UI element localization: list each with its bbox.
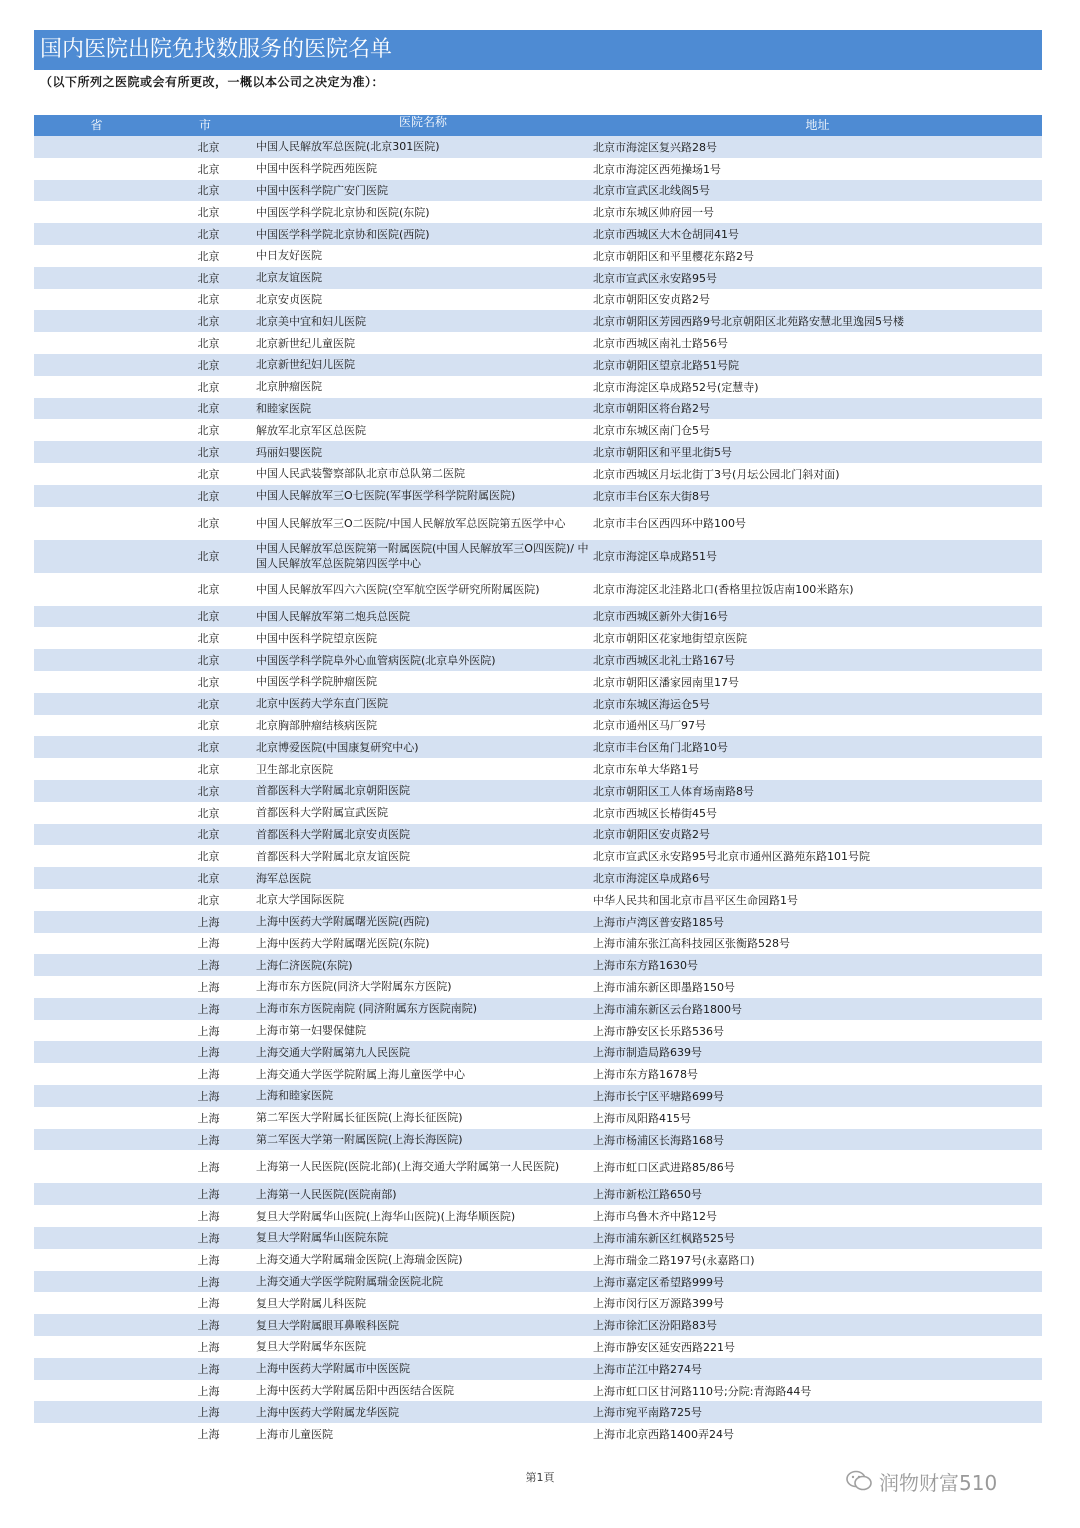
address-cell: 上海市瑞金二路197号(永嘉路口) [593,1253,755,1267]
hospital-name-cell: 北京博爱医院(中国康复研究中心) [256,740,419,754]
address-cell: 北京市宣武区永安路95号 [593,271,717,285]
city-cell: 上海 [197,959,220,973]
table-row [34,463,1042,485]
city-cell: 北京 [197,446,220,460]
hospital-name-cell: 首都医科大学附属北京朝阳医院 [256,784,410,798]
table-row [34,780,1042,802]
hospital-name-cell: 中国人民武装警察部队北京市总队第二医院 [256,467,465,481]
table-row [34,1020,1042,1042]
address-cell: 上海市浦东张江高科技园区张衡路528号 [593,937,790,951]
address-cell: 北京市西城区大木仓胡同41号 [593,228,739,242]
table-row [34,376,1042,398]
table-row [34,245,1042,267]
address-cell: 北京市朝阳区潘家园南里17号 [593,675,739,689]
address-cell: 上海市静安区长乐路536号 [593,1024,724,1038]
city-cell: 上海 [197,1406,220,1420]
address-cell: 上海市北京西路1400弄24号 [593,1428,734,1442]
address-cell: 北京市东单大华路1号 [593,763,699,777]
address-cell: 北京市朝阳区安贞路2号 [593,293,710,307]
hospital-name-cell: 中国中医科学院望京医院 [256,631,377,645]
city-cell: 上海 [197,1362,220,1376]
hospital-name-cell: 复旦大学附属儿科医院 [256,1296,366,1310]
address-cell: 上海市东方路1630号 [593,959,698,973]
city-cell: 北京 [197,402,220,416]
hospital-name-cell: 中日友好医院 [256,249,322,263]
city-cell: 北京 [197,632,220,646]
table-row [34,1249,1042,1271]
city-cell: 上海 [197,980,220,994]
hospital-table [34,115,1042,1445]
hospital-name-cell: 北京新世纪妇儿医院 [256,358,355,372]
hospital-name-cell: 上海中医药大学附属曙光医院(西院) [256,915,430,929]
hospital-name-cell: 上海中医药大学附属岳阳中西医结合医院 [256,1384,454,1398]
city-cell: 上海 [197,1319,220,1333]
table-row [34,1423,1042,1445]
address-cell: 北京市朝阳区花家地街望京医院 [593,632,747,646]
table-row [34,998,1042,1020]
hospital-name-cell: 卫生部北京医院 [256,762,333,776]
city-cell: 上海 [197,1384,220,1398]
table-row [34,1041,1042,1063]
table-header [34,115,1042,136]
hospital-name-cell: 上海交通大学附属瑞金医院(上海瑞金医院) [256,1253,463,1267]
address-cell: 北京市海淀区阜成路52号(定慧寺) [593,380,759,394]
hospital-name-cell: 中国医学科学院阜外心血管病医院(北京阜外医院) [256,653,496,667]
city-cell: 北京 [197,315,220,329]
hospital-name-cell: 上海市儿童医院 [256,1427,333,1441]
address-cell: 北京市朝阳区芳园西路9号北京朝阳区北苑路安慧北里逸园5号楼 [593,315,904,329]
city-cell: 上海 [197,1046,220,1060]
address-cell: 北京市朝阳区和平里樱花东路2号 [593,249,754,263]
address-cell: 上海市卢湾区普安路185号 [593,915,724,929]
hospital-name-cell: 中国医学科学院肿瘤医院 [256,675,377,689]
hospital-name-cell: 解放军北京军区总医院 [256,423,366,437]
hospital-name-cell: 北京新世纪儿童医院 [256,336,355,350]
table-row [34,507,1042,540]
table-row [34,573,1042,606]
table-row [34,867,1042,889]
table-row [34,1271,1042,1293]
city-cell: 上海 [197,1428,220,1442]
city-cell: 上海 [197,1002,220,1016]
hospital-name-cell: 上海和睦家医院 [256,1089,333,1103]
city-cell: 北京 [197,228,220,242]
city-cell: 上海 [197,1210,220,1224]
table-row [34,398,1042,420]
city-cell: 北京 [197,467,220,481]
table-row [34,889,1042,911]
table-row [34,758,1042,780]
table-row [34,1205,1042,1227]
hospital-name-cell: 首都医科大学附属宣武医院 [256,806,388,820]
table-row [34,1336,1042,1358]
table-row [34,485,1042,507]
city-cell: 北京 [197,697,220,711]
address-cell: 上海市虹口区甘河路110号;分院:青海路44号 [593,1384,812,1398]
address-cell: 上海市虹口区武进路85/86号 [593,1160,735,1174]
city-cell: 北京 [197,424,220,438]
city-cell: 北京 [197,806,220,820]
address-cell: 北京市朝阳区将台路2号 [593,402,710,416]
hospital-name-cell: 北京大学国际医院 [256,893,344,907]
address-cell: 上海市嘉定区希望路999号 [593,1275,724,1289]
table-row [34,911,1042,933]
city-cell: 上海 [197,1275,220,1289]
table-row [34,540,1042,573]
city-cell: 上海 [197,1340,220,1354]
table-row [34,933,1042,955]
hospital-name-cell: 中国中医科学院广安门医院 [256,183,388,197]
address-cell: 上海市制造局路639号 [593,1046,702,1060]
hospital-name-cell: 海军总医院 [256,871,311,885]
city-cell: 北京 [197,293,220,307]
city-cell: 北京 [197,517,220,531]
address-cell: 北京市朝阳区望京北路51号院 [593,358,739,372]
hospital-name-cell: 中国人民解放军三O二医院/中国人民解放军总医院第五医学中心 [256,516,566,530]
address-cell: 北京市海淀区西苑操场1号 [593,162,721,176]
address-cell: 上海市东方路1678号 [593,1068,698,1082]
city-cell: 北京 [197,828,220,842]
hospital-name-cell: 中国人民解放军三O七医院(军事医学科学院附属医院) [256,489,516,503]
city-cell: 北京 [197,337,220,351]
hospital-name-cell: 复旦大学附属华山医院东院 [256,1231,388,1245]
city-cell: 北京 [197,358,220,372]
table-row [34,289,1042,311]
address-cell: 上海市静安区延安西路221号 [593,1340,735,1354]
hospital-name-cell: 上海市东方医院南院 (同济附属东方医院南院) [256,1002,478,1016]
hospital-name-cell: 复旦大学附属眼耳鼻喉科医院 [256,1318,399,1332]
city-cell: 上海 [197,937,220,951]
address-cell: 上海市新松江路650号 [593,1188,702,1202]
hospital-name-cell: 中国人民解放军总医院第一附属医院(中国人民解放军三O四医院)/ 中国人民解放军总医院第四医学中心 [256,542,589,571]
watermark-text: 润物财富510 [879,1470,998,1495]
city-cell: 上海 [197,1231,220,1245]
city-cell: 北京 [197,763,220,777]
hospital-name-cell: 第二军医大学附属长征医院(上海长征医院) [256,1111,463,1125]
hospital-name-cell: 复旦大学附属华山医院(上海华山医院)(上海华顺医院) [256,1209,516,1223]
table-row [34,1085,1042,1107]
column-header-city: 市 [199,118,212,132]
table-row [34,419,1042,441]
hospital-name-cell: 第二军医大学第一附属医院(上海长海医院) [256,1133,463,1147]
hospital-name-cell: 上海交通大学医学院附属上海儿童医学中心 [256,1067,465,1081]
hospital-name-cell: 北京中医药大学东直门医院 [256,697,388,711]
address-cell: 上海市闵行区万源路399号 [593,1297,724,1311]
table-row [34,824,1042,846]
hospital-name-cell: 北京美中宜和妇儿医院 [256,314,366,328]
city-cell: 北京 [197,675,220,689]
address-cell: 北京市西城区月坛北街丁3号(月坛公园北门斜对面) [593,467,840,481]
city-cell: 上海 [197,1253,220,1267]
hospital-name-cell: 北京肿瘤医院 [256,380,322,394]
table-row [34,1129,1042,1151]
address-cell: 北京市丰台区角门北路10号 [593,741,728,755]
table-row [34,1107,1042,1129]
city-cell: 北京 [197,271,220,285]
address-cell: 上海市芷江中路274号 [593,1362,702,1376]
city-cell: 北京 [197,162,220,176]
address-cell: 北京市西城区南礼士路56号 [593,337,728,351]
address-cell: 上海市浦东新区云台路1800号 [593,1002,742,1016]
city-cell: 北京 [197,206,220,220]
city-cell: 北京 [197,872,220,885]
address-cell: 北京市朝阳区工人体育场南路8号 [593,784,754,798]
hospital-name-cell: 和睦家医院 [256,401,311,415]
address-cell: 北京市宣武区北线阁5号 [593,184,710,198]
address-cell: 北京市海淀区北洼路北口(香格里拉饭店南100米路东) [593,583,854,597]
table-row [34,1227,1042,1249]
table-row [34,1380,1042,1402]
address-cell: 北京市海淀区阜成路6号 [593,872,710,885]
hospital-name-cell: 北京安贞医院 [256,292,322,306]
address-cell: 上海市乌鲁木齐中路12号 [593,1210,717,1224]
column-header-province: 省 [90,118,103,132]
city-cell: 上海 [197,915,220,929]
address-cell: 北京市宣武区永安路95号北京市通州区潞苑东路101号院 [593,850,870,864]
address-cell: 北京市丰台区东大街8号 [593,489,710,503]
page-subtitle: （以下所列之医院或会有所更改，一概以本公司之决定为准）： [40,75,385,89]
table-row [34,354,1042,376]
table-row [34,332,1042,354]
table-body [34,136,1042,1445]
table-row [34,136,1042,158]
city-cell: 北京 [197,184,220,198]
table-row [34,845,1042,867]
hospital-name-cell: 中国人民解放军四六六医院(空军航空医学研究所附属医院) [256,582,540,596]
hospital-name-cell: 中国医学科学院北京协和医院(东院) [256,205,430,219]
address-cell: 北京市东城区帅府园一号 [593,206,714,220]
hospital-name-cell: 中国医学科学院北京协和医院(西院) [256,227,430,241]
table-row [34,1314,1042,1336]
hospital-name-cell: 上海交通大学附属第九人民医院 [256,1045,410,1059]
table-row [34,1183,1042,1205]
hospital-name-cell: 上海中医药大学附属市中医医院 [256,1362,410,1376]
address-cell: 中华人民共和国北京市昌平区生命园路1号 [593,893,798,907]
table-row [34,180,1042,202]
address-cell: 北京市西城区长椿街45号 [593,806,717,820]
city-cell: 北京 [197,550,220,564]
address-cell: 上海市浦东新区红枫路525号 [593,1231,735,1245]
table-row [34,1063,1042,1085]
city-cell: 北京 [197,140,220,154]
hospital-name-cell: 首都医科大学附属北京安贞医院 [256,827,410,841]
table-row [34,715,1042,737]
watermark [845,1463,997,1499]
table-row [34,223,1042,245]
column-header-name: 医院名称 [398,115,447,129]
hospital-name-cell: 玛丽妇婴医院 [256,445,322,459]
hospital-name-cell: 上海市东方医院(同济大学附属东方医院) [256,980,452,994]
address-cell: 北京市东城区南门仓5号 [593,424,710,438]
table-row [34,1292,1042,1314]
address-cell: 北京市朝阳区安贞路2号 [593,828,710,842]
table-row [34,1401,1042,1423]
table-row [34,976,1042,998]
table-row [34,693,1042,715]
address-cell: 北京市朝阳区和平里北街5号 [593,446,732,460]
city-cell: 北京 [197,610,220,624]
table-row [34,954,1042,976]
table-row [34,627,1042,649]
address-cell: 北京市海淀区复兴路28号 [593,140,717,154]
city-cell: 北京 [197,249,220,263]
hospital-name-cell: 上海第一人民医院(医院南部) [256,1187,397,1201]
city-cell: 北京 [197,784,220,798]
address-cell: 上海市浦东新区即墨路150号 [593,980,735,994]
address-cell: 上海市徐汇区汾阳路83号 [593,1319,717,1333]
hospital-name-cell: 首都医科大学附属北京友谊医院 [256,849,410,863]
city-cell: 上海 [197,1089,220,1103]
address-cell: 北京市西城区北礼士路167号 [593,654,735,668]
city-cell: 北京 [197,654,220,668]
city-cell: 北京 [197,583,220,597]
city-cell: 北京 [197,741,220,755]
city-cell: 北京 [197,489,220,503]
table-row [34,606,1042,628]
hospital-name-cell: 上海交通大学医学院附属瑞金医院北院 [256,1275,443,1289]
table-row [34,1358,1042,1380]
city-cell: 上海 [197,1133,220,1147]
address-cell: 上海市长宁区平塘路699号 [593,1089,724,1103]
city-cell: 上海 [197,1188,220,1202]
hospital-name-cell: 北京友谊医院 [256,271,322,285]
page-number: 第1頁 [525,1471,555,1484]
city-cell: 上海 [197,1111,220,1125]
hospital-name-cell: 北京胸部肿瘤结核病医院 [256,718,377,732]
address-cell: 上海市宛平南路725号 [593,1406,702,1420]
hospital-name-cell: 上海仁济医院(东院) [256,958,353,972]
table-row [34,649,1042,671]
table-row [34,201,1042,223]
hospital-name-cell: 中国中医科学院西苑医院 [256,162,377,176]
table-row [34,267,1042,289]
table-row [34,671,1042,693]
city-cell: 上海 [197,1297,220,1311]
hospital-name-cell: 上海市第一妇婴保健院 [256,1024,366,1038]
hospital-name-cell: 上海中医药大学附属龙华医院 [256,1405,399,1419]
address-cell: 北京市通州区马厂97号 [593,719,706,733]
address-cell: 北京市西城区新外大街16号 [593,610,728,624]
address-cell: 北京市丰台区西四环中路100号 [593,517,746,531]
city-cell: 北京 [197,719,220,733]
hospital-name-cell: 上海第一人民医院(医院北部)(上海交通大学附属第一人民医院) [256,1160,560,1174]
hospital-name-cell: 上海中医药大学附属曙光医院(东院) [256,936,430,950]
wechat-icon [845,1469,873,1493]
table-row [34,441,1042,463]
hospital-name-cell: 中国人民解放军第二炮兵总医院 [256,609,410,623]
table-row [34,736,1042,758]
column-header-address: 地址 [805,118,830,132]
address-cell: 上海市杨浦区长海路168号 [593,1133,724,1147]
hospital-name-cell: 中国人民解放军总医院(北京301医院) [256,140,440,154]
table-row [34,1150,1042,1183]
city-cell: 北京 [197,893,220,907]
city-cell: 上海 [197,1068,220,1082]
table-row [34,802,1042,824]
city-cell: 上海 [197,1160,220,1174]
city-cell: 北京 [197,380,220,394]
address-cell: 上海市凤阳路415号 [593,1111,691,1125]
city-cell: 北京 [197,850,220,864]
city-cell: 上海 [197,1024,220,1038]
address-cell: 北京市东城区海运仓5号 [593,697,710,711]
hospital-name-cell: 复旦大学附属华东医院 [256,1340,366,1354]
table-row [34,158,1042,180]
address-cell: 北京市海淀区阜成路51号 [593,550,717,564]
page-title: 国内医院出院免找数服务的医院名单 [34,30,1042,70]
table-row [34,310,1042,332]
